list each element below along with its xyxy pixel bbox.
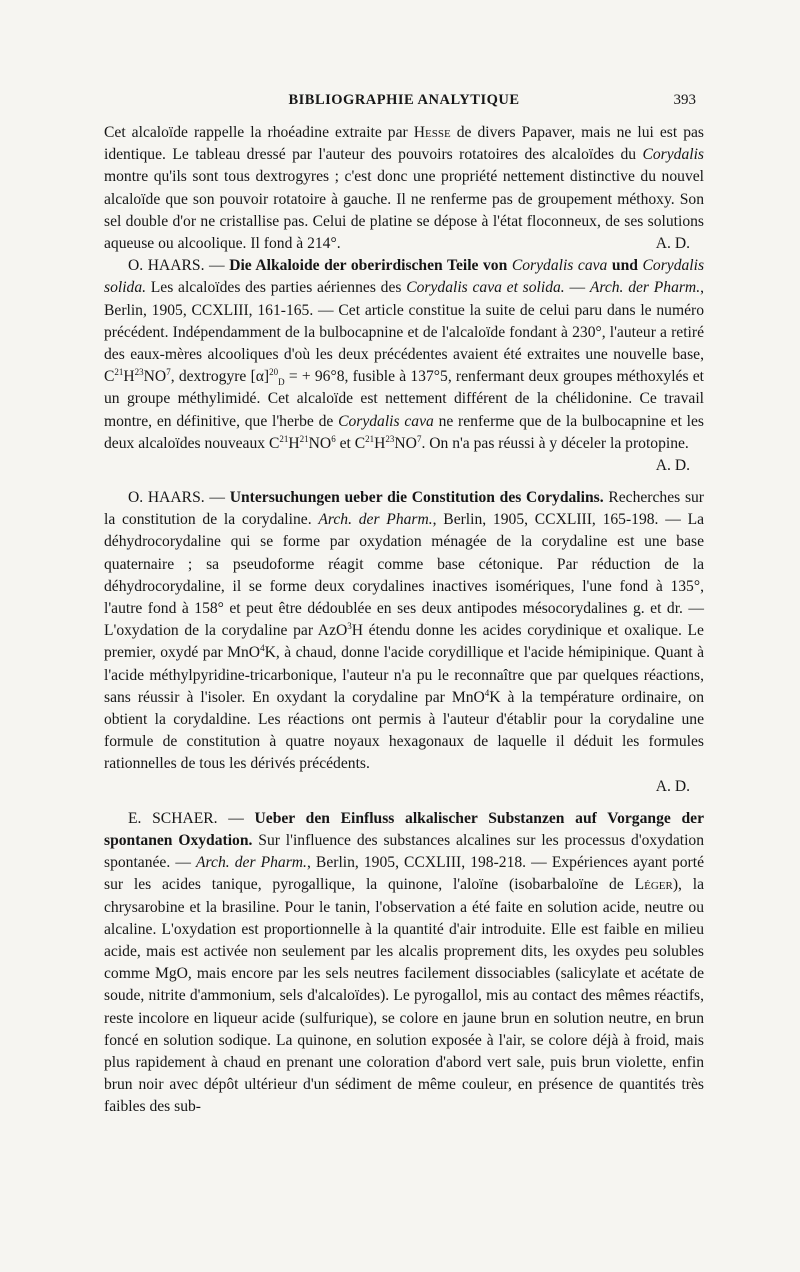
signature: A. D.: [655, 235, 690, 253]
formula-index: D: [278, 377, 285, 388]
text: de divers Papaver, mais ne lui est pas identique. Le tableau dressé par l'auteur des pouvoirs rotatoires des alcaloïdes du: [104, 124, 704, 164]
entry-paragraph: [104, 255, 704, 455]
author-name: Hesse: [413, 124, 451, 141]
entry-author: O. HAARS.: [128, 257, 205, 275]
journal-name: Arch. der Pharm.: [589, 279, 701, 297]
text: K, à chaud, donne l'acide corydillique et l'acide hémipinique. Quant à l'acide méthylpyridine-tricarbonique, l'auteur n'a pu le reconnaître que par quelques réactions, sans réussir à l'isoler. En oxydant la corydaline par MnO: [104, 644, 704, 706]
text: Cet alcaloïde rappelle la rhoéadine extraite par: [104, 124, 414, 141]
text: , Berlin, 1905, CCXLIII, 161-165. — Cet article constitue la suite de celui paru dans le numéro précédent. Indépendamment de la bulbocapnine et de l'alcaloïde fondant à 230°, l'auteur a retiré des eaux-mères alcooliques d'où les deux précédentes avaient été extraites une nouvelle base, C: [104, 279, 704, 386]
formula-index: 23: [385, 433, 395, 444]
text: Les alcaloïdes des parties aériennes des: [146, 279, 407, 297]
text: —: [217, 809, 255, 827]
species-name: Corydalis cava et solida.: [406, 279, 565, 297]
formula-index: 21: [279, 433, 289, 444]
formula-index: 7: [166, 367, 171, 378]
signature: A. D.: [655, 777, 690, 795]
formula-text: H: [123, 368, 135, 386]
formula-text: NO: [394, 434, 417, 452]
text: —: [204, 489, 230, 507]
genus-name: Corydalis: [642, 146, 704, 164]
formula-index: 20: [269, 367, 279, 378]
formula-index: 7: [416, 433, 422, 444]
text: . On n'a pas réussi à y déceler la protopine.: [421, 434, 689, 452]
formula-index: 23: [134, 367, 144, 378]
formula-index: 21: [299, 433, 309, 444]
formula-text: NO: [308, 434, 332, 452]
formula-index: 4: [484, 687, 490, 698]
entry-author: E. SCHAER.: [128, 809, 218, 827]
author-name: Léger: [634, 876, 673, 894]
formula-index: 21: [365, 433, 375, 444]
entry-title-species: Corydalis cava: [511, 257, 608, 275]
formula-text: H: [374, 434, 386, 452]
entry-title: Die Alkaloide der oberirdischen Teile von: [229, 257, 512, 275]
text: = + 96°8, fusible à 137°5, renfermant deux groupes méthoxylés et un groupe méthylimidé. Cet alcaloïde est nettement différent de la chélidonine. Ce travail montre, en définitive, que l'herbe de: [104, 368, 704, 430]
page-body: [104, 122, 704, 1119]
text: ne renferme que de la bulbocapnine et les deux alcaloïdes nouveaux C: [104, 412, 704, 452]
entry-author: O. HAARS.: [128, 489, 205, 507]
formula-index: 4: [260, 643, 265, 654]
text: K à la température ordinaire, on obtient la corydaldine. Les réactions ont permis à l'auteur d'établir pour la corydaline une formule de constitution à quatre noyaux hexagonaux de laquelle il déduit les formules rationnelles de tous les dérivés précédents.: [104, 688, 705, 773]
formula-text: NO: [143, 368, 167, 386]
formula-index: 6: [331, 433, 336, 444]
running-title: BIBLIOGRAPHIE ANALYTIQUE: [288, 92, 520, 108]
running-head: [104, 92, 704, 114]
text: Recherches sur la constitution de la corydaline.: [104, 489, 705, 529]
spacer: [104, 798, 704, 808]
formula-index: 21: [114, 367, 124, 378]
formula-index: 3: [347, 621, 352, 632]
journal-name: Arch. der Pharm.: [196, 854, 307, 872]
entry-title: und: [607, 257, 643, 275]
signature: A. D.: [655, 457, 690, 475]
text: —: [564, 279, 590, 297]
entry-title: Untersuchungen ueber die Constitution des Corydalins.: [229, 489, 604, 507]
text: H étendu donne les acides corydinique et oxalique. Le premier, oxydé par MnO: [104, 622, 704, 662]
text: , dextrogyre [α]: [170, 368, 270, 386]
entry-title-species: Corydalis solida.: [104, 257, 705, 297]
text: montre qu'ils sont tous dextrogyres ; c'est donc une propriété nettement distinctive du nouvel alcaloïde que son pouvoir rotatoire à gauche. Il ne renferme pas de groupement méthoxy. Son sel double d'or ne cristallise pas. Celui de platine se dépose à l'état floconneux, de ses solutions aqueuse ou alcoolique. Il fond à 214°.: [104, 168, 704, 253]
journal-name: Arch. der Pharm.: [318, 511, 433, 529]
formula-text: H: [288, 434, 300, 452]
text: Sur l'influence des substances alcalines sur les processus d'oxydation spontanée. —: [104, 831, 704, 872]
text: , Berlin, 1905, CCXLIII, 165-198. — La déhydrocorydaline qui se forme par oxydation ménagée de la corydaline est une base quaternaire ; sa pseudoforme réagit comme base cétonique. Par réduction de la déhydrocorydaline, il se forme deux corydalines inactives isomériques, l'une fond à 135°, l'autre fond à 158° et peut être dédoublée en ses deux antipodes mésocorydalines g. et dr. — L'oxydation de la corydaline par AzO: [104, 511, 705, 640]
species-name: Corydalis cava: [338, 412, 434, 430]
entry-paragraph: [104, 808, 704, 1119]
text: —: [204, 257, 230, 275]
entry-title: Ueber den Einfluss alkalischer Substanzen auf Vorgange der spontanen Oxydation.: [104, 809, 704, 849]
text: et C: [335, 434, 366, 452]
page-number: 393: [673, 92, 696, 108]
text: ), la chrysarobine et la brasiline. Pour le tanin, l'observation a été faite en solution acide, neutre ou alcaline. L'oxydation est proportionnelle à la quantité d'air introduite. Elle est faible en milieu acide, mais est activée non seulement par les alcalis proprement dits, les oxydes peu solubles comme MgO, mais encore par les sels neutres facilement dissociables (salicylate et acétate de soude, nitrite d'ammonium, sels d'alcaloïdes). Le pyrogallol, mis au contact des mêmes réactifs, reste incolore en liqueur acide (sulfurique), se colore en jaune brun en solution neutre, en brun foncé en solution sodique. La quinone, en solution exposée à l'air, se colore déjà à froid, mais plus rapidement à chaud en prenant une coloration d'abord vert sale, puis brun violette, enfin brun noir avec dépôt ultérieur d'un sédiment de même couleur, en présence de quantités très faibles des sub-: [104, 876, 704, 1116]
spacer: [104, 477, 704, 487]
entry-paragraph: [104, 487, 704, 776]
text: , Berlin, 1905, CCXLIII, 198-218. — Expériences ayant porté sur les acides tanique, pyrogallique, la quinone, l'aloïne (isobarbaloïne de: [104, 854, 704, 894]
